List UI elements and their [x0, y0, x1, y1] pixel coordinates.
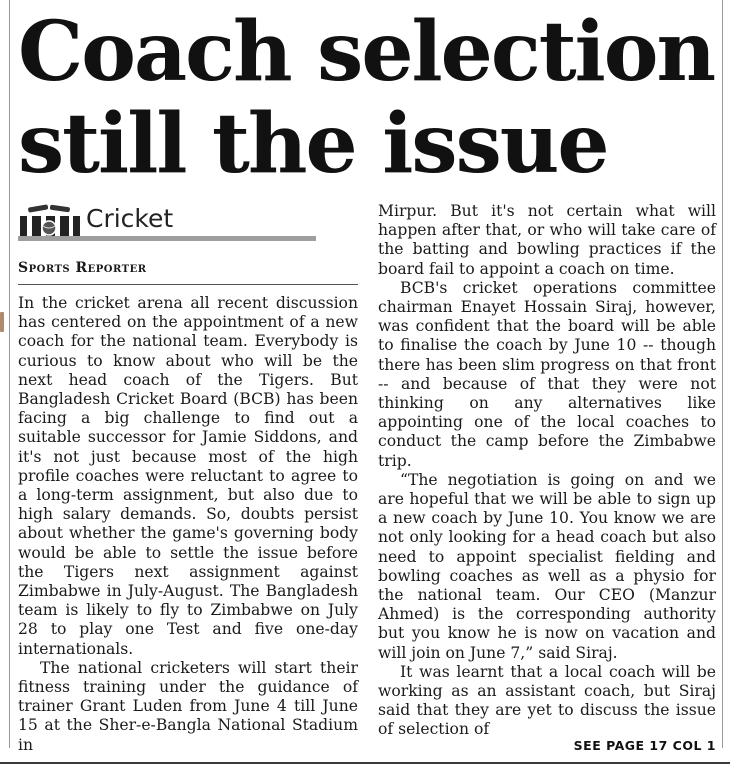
- section-label: Cricket: [86, 204, 174, 233]
- paragraph: In the cricket arena all recent discussion has centered on the appointment of a new coach for the national team. Everybody is curious to know about who will be the next head coach of the Tigers. But Bangladesh Cricket Board (BCB) has been facing a big challenge to find out a suitable successor for Jamie Siddons, and it's not just because most of the high profile coaches were reluctant to agree to a long-term assignment, but also due to high salary demands. So, doubts persist about whether the game's governing body would be able to settle the issue before the Tigers next assignment against Zimbabwe in July-August. The Bangladesh team is likely to fly to Zimbabwe on July 28 to play one Test and five one-day internationals.: [18, 294, 358, 658]
- right-column-rule: [722, 0, 723, 748]
- cricket-stumps-icon: [18, 204, 82, 236]
- headline-line-1: Coach selection: [18, 4, 715, 100]
- headline: [18, 6, 718, 190]
- headline-line-2: still the issue: [18, 96, 608, 192]
- paragraph: Mirpur. But it's not certain what will happen after that, or who will take care of the batting and bowling practices if the board fail to appoint a coach on time.: [378, 202, 716, 278]
- article-column-2: [378, 202, 716, 740]
- adjacent-page-edge: [0, 312, 4, 332]
- byline: Sports Reporter: [18, 260, 147, 276]
- article-column-1: [18, 294, 358, 755]
- paragraph: It was learnt that a local coach will be working as an assistant coach, but Siraj said that they are yet to discuss the issue of selection of: [378, 662, 716, 739]
- paragraph: “The negotiation is going on and we are hopeful that we will be able to sign up a new coach by June 10. You know we are not only looking for a head coach but also need to appoint specialist fielding and bowling coaches as well as a physio for the national team. Our CEO (Manzur Ahmed) is the corresponding authority but you know he is now on vacation and will join on June 7,” said Siraj.: [378, 470, 716, 662]
- paragraph: The national cricketers will start their fitness training under the guidance of trainer Grant Luden from June 4 till June 15 at the Sher-e-Bangla National Stadium in: [18, 658, 358, 754]
- byline-rule: [18, 284, 358, 285]
- section-tag: [18, 202, 318, 242]
- continuation-jump-line: SEE PAGE 17 COL 1: [573, 738, 716, 753]
- bottom-rule: [0, 762, 730, 764]
- left-column-rule: [9, 0, 10, 748]
- section-underline: [18, 236, 316, 241]
- paragraph: BCB's cricket operations committee chairman Enayet Hossain Siraj, however, was confident that the board will be able to finalise the coach by June 10 -- though there has been slim progress on that front -- and because of that they were not thinking on any alternatives like appointing one of the local coaches to conduct the camp before the Zimbabwe trip.: [378, 278, 716, 470]
